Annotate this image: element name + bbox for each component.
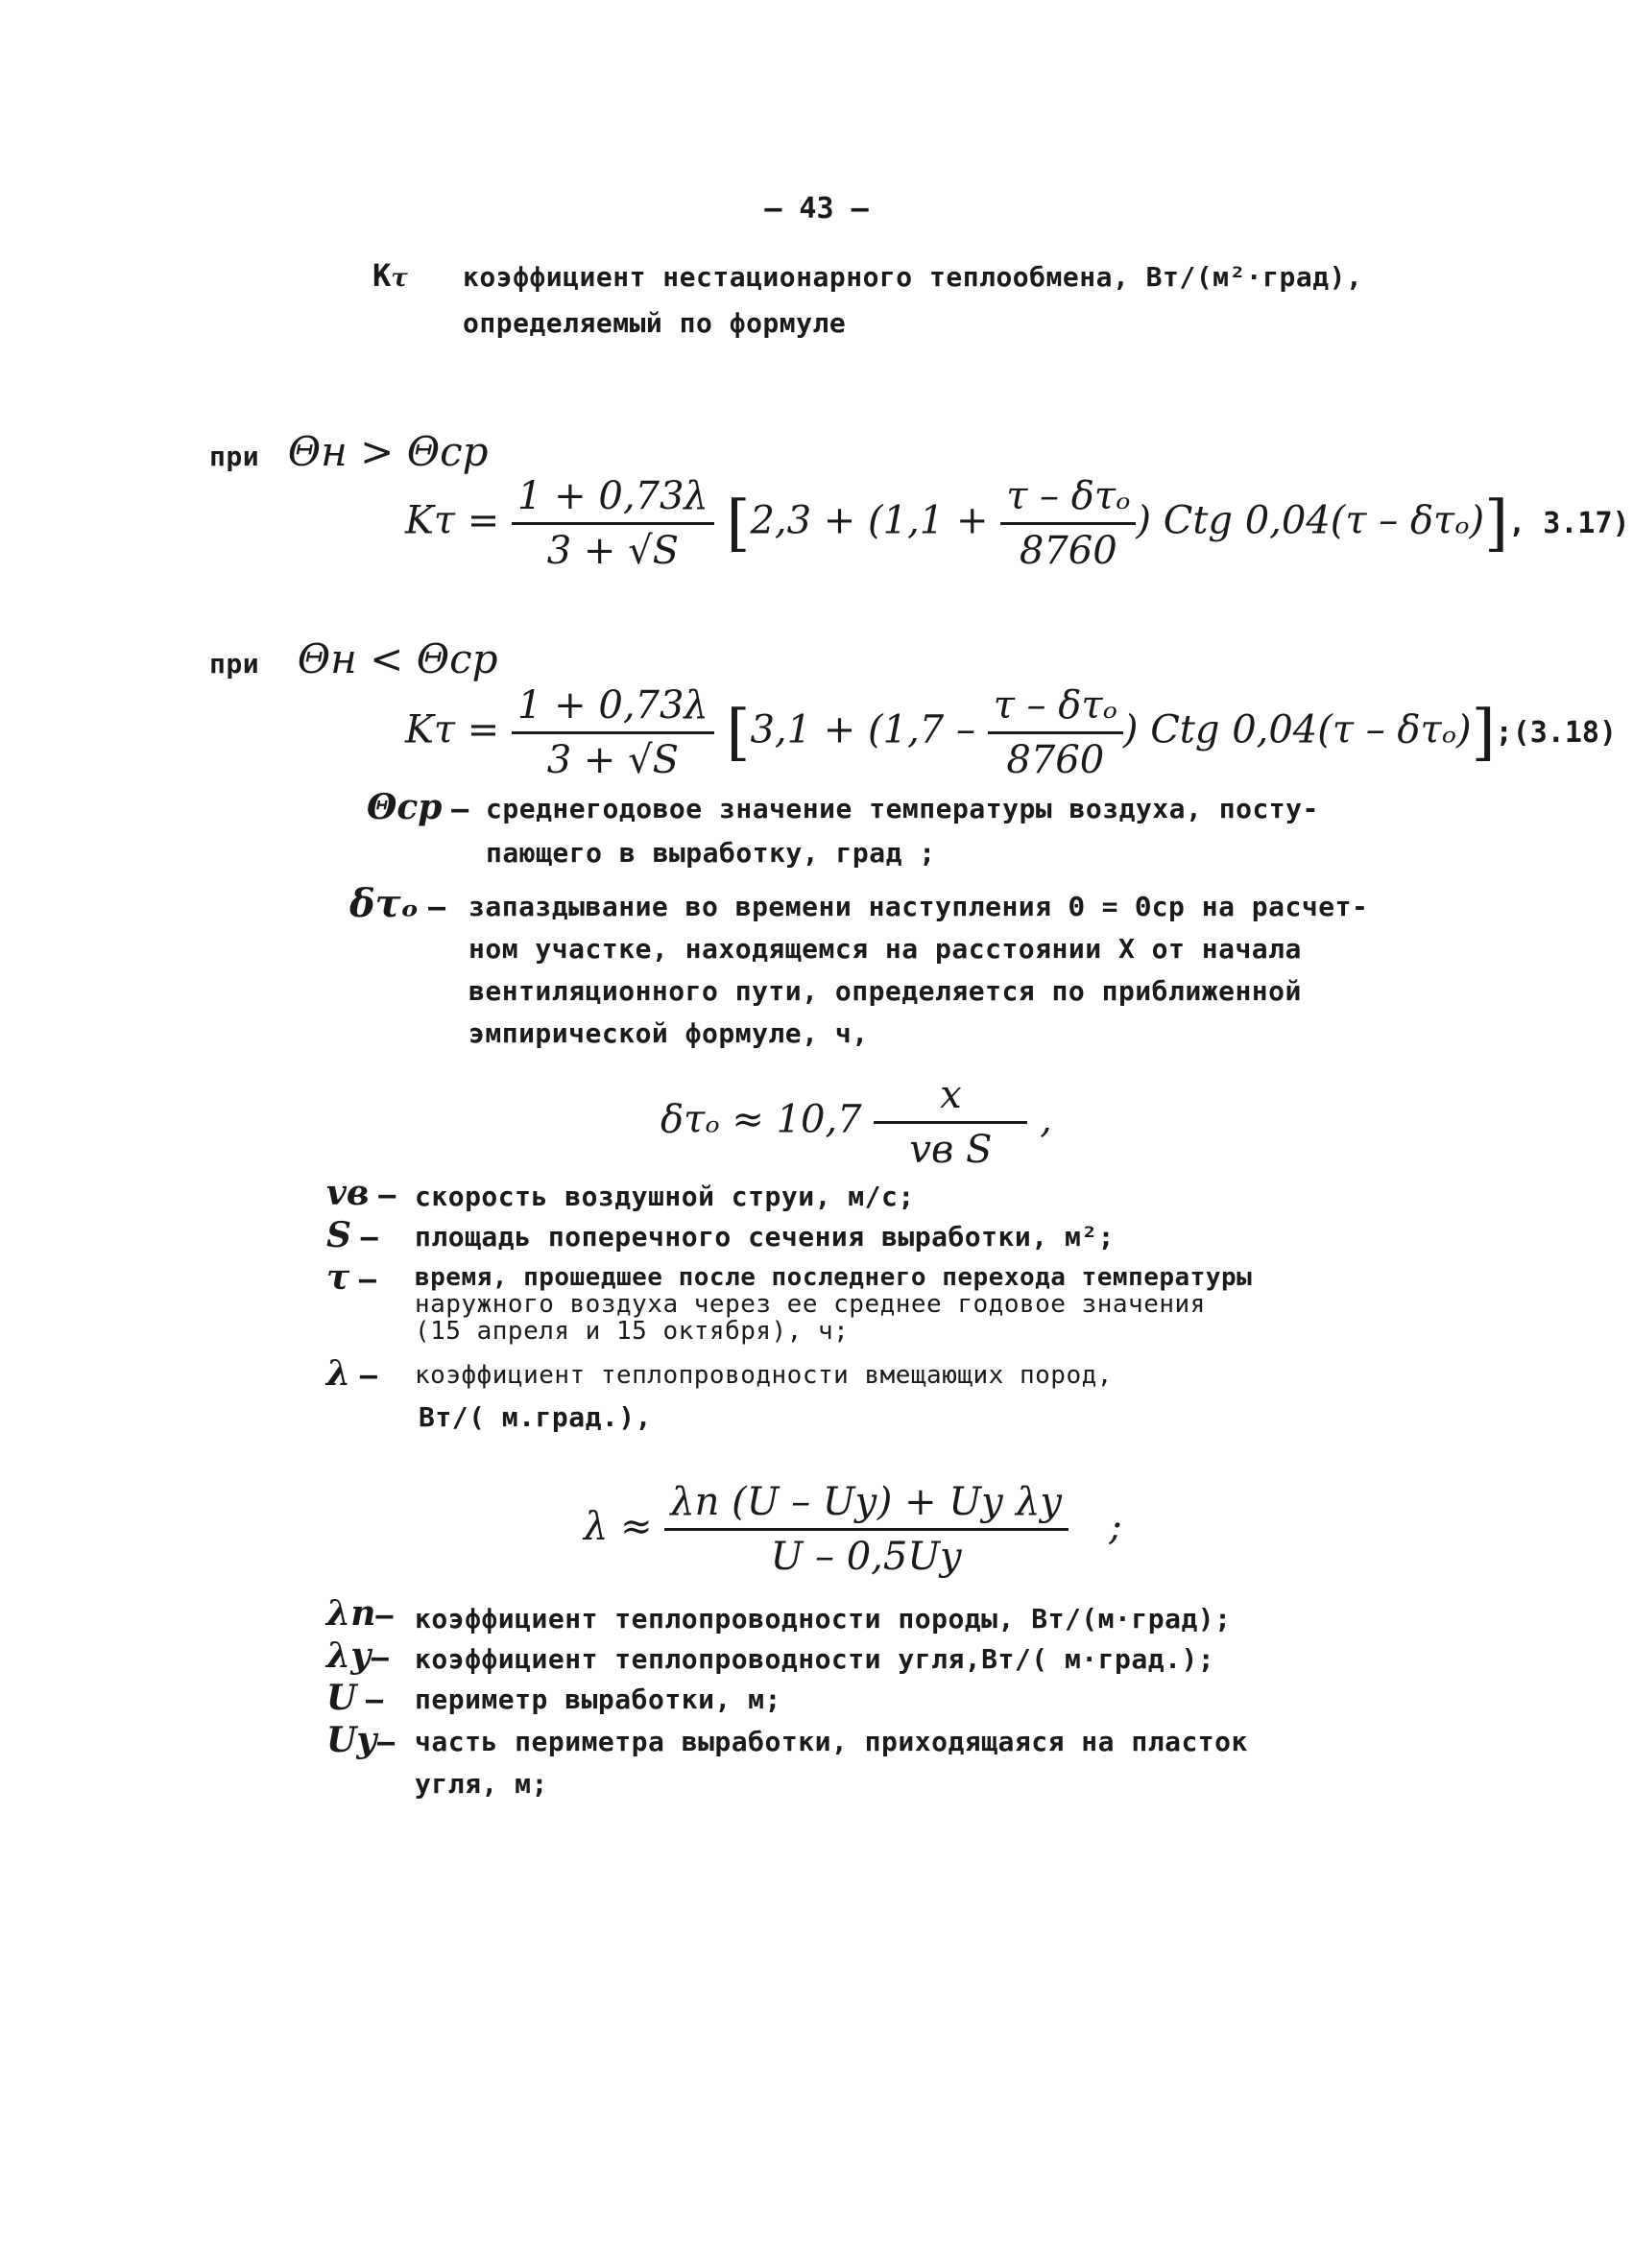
def-delta-tau-line-3: вентиляционного пути, определяется по приближенной xyxy=(468,975,1302,1007)
def-theta-cp: Θср – xyxy=(367,787,469,827)
intro-line-2: определяемый по формуле xyxy=(463,307,847,339)
def-lambda-line-2: Вт/( м.град.), xyxy=(419,1401,653,1433)
def-area-text: площадь поперечного сечения выработки, м²; xyxy=(415,1221,1116,1253)
def-perimeter-coal: Uу– xyxy=(326,1720,395,1760)
def-delta-tau-line-2: ном участке, находящемся на расстоянии X от начала xyxy=(468,933,1302,965)
formula-delta-tau: δτₒ ≈ 10,7 $\frac{x}{\text{vв S}}$ , xyxy=(660,1073,1052,1172)
intro-line-1: коэффициент нестационарного теплообмена, Вт/(м²·град), xyxy=(463,261,1363,293)
def-lambda: λ – xyxy=(326,1353,377,1394)
def-lambda-coal: λу– xyxy=(326,1635,389,1676)
def-perimeter-coal-line-2: угля, м; xyxy=(415,1768,548,1800)
def-lambda-rock-text: коэффициент теплопроводности породы, Вт/(м·град); xyxy=(415,1603,1232,1635)
def-lambda-coal-text: коэффициент теплопроводности угля,Вт/( м·град.); xyxy=(415,1643,1215,1675)
def-lambda-rock: λп– xyxy=(326,1593,394,1634)
def-theta-cp-line-2: пающего в выработку, град ; xyxy=(486,837,936,869)
def-time-line-2: наружного воздуха через ее среднее годовое значения xyxy=(415,1290,1206,1319)
condition-1: при Θн > Θср xyxy=(209,428,489,475)
intro-symbol: Kτ xyxy=(372,257,408,294)
def-area: S – xyxy=(326,1215,378,1255)
def-lambda-line-1: коэффициент теплопроводности вмещающих пород, xyxy=(415,1361,1113,1390)
def-velocity-text: скорость воздушной струи, м/с; xyxy=(415,1181,915,1212)
def-perimeter-coal-line-1: часть периметра выработки, приходящаяся на пласток xyxy=(415,1726,1248,1757)
def-delta-tau-line-4: эмпирической формуле, ч, xyxy=(468,1017,869,1049)
def-time: τ – xyxy=(326,1257,376,1298)
def-velocity: vв – xyxy=(326,1173,396,1213)
formula-3-17: Kτ = $\frac{1 + 0,73\lambda}{3 + √S}$ [2,3 + (1,1 + $\frac{\text{τ – δτₒ}}{8760}$ ) Ctg 0,04(τ – δτₒ)], 3.17) xyxy=(405,474,1630,573)
def-perimeter: U – xyxy=(326,1678,384,1718)
def-time-line-3: (15 апреля и 15 октября), ч; xyxy=(415,1317,850,1346)
page-number: – 43 – xyxy=(764,192,869,226)
formula-3-18: Kτ = $\frac{1 + 0,73\lambda}{3 + √S}$ [3,1 + (1,7 – $\frac{\text{τ – δτₒ}}{8760}$ ) Ctg 0,04(τ – δτₒ)];(3.18) xyxy=(405,683,1618,782)
def-delta-tau: δτₒ – xyxy=(349,881,445,926)
def-time-line-1: время, прошедшее после последнего перехода температуры xyxy=(415,1263,1253,1292)
equation-number-3-18: ;(3.18) xyxy=(1495,716,1618,750)
def-theta-cp-line-1: среднегодовое значение температуры воздуха, посту- xyxy=(486,793,1319,824)
formula-lambda: λ ≈ $\frac{\text{λп (U – Uу) + Uу λу}}{U - 0,5Uу}$ ; xyxy=(584,1480,1122,1579)
def-perimeter-text: периметр выработки, м; xyxy=(415,1683,781,1715)
def-delta-tau-line-1: запаздывание во времени наступления Θ = Θср на расчет- xyxy=(468,891,1369,922)
condition-2: при Θн < Θср xyxy=(209,635,498,682)
equation-number-3-17: , 3.17) xyxy=(1508,507,1630,540)
